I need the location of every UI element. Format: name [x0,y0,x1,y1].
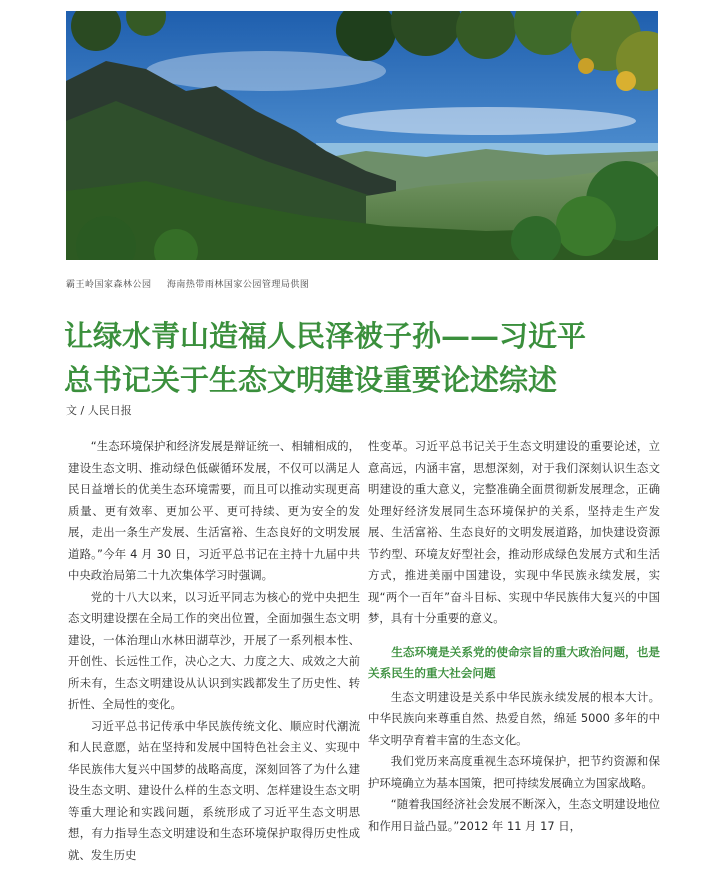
paragraph: 我们党历来高度重视生态环境保护，把节约资源和保护环境确立为基本国策，把可持续发展确立为国家战略。 [368,754,660,790]
title-line-1: 让绿水青山造福人民泽被子孙——习近平 [64,319,587,353]
header-photo [66,11,658,260]
byline: 文 / 人民日报 [66,404,132,417]
article-title [64,314,664,402]
paragraph: “随着我国经济社会发展不断深入，生态文明建设地位和作用日益凸显。”2012 年 11 月 17 日， [368,797,660,833]
title-line-2: 总书记关于生态文明建设重要论述综述 [64,363,558,397]
paragraph-continued: 性变革。习近平总书记关于生态文明建设的重要论述，立意高远，内涵丰富，思想深刻，对于我们深刻认识生态文明建设的重大意义，完整准确全面贯彻新发展理念，正确处理好经济发展同生态环境保护的关系，坚持走生产发展、生活富裕、生态良好的文明发展道路，加快建设资源节约型、环境友好型社会，推动形成绿色发展方式和生活方式，推进美丽中国建设，实现中华民族永续发展，实现“两个一百年”奋斗目标、实现中华民族伟大复兴的中国梦，具有十分重要的意义。 [368,439,660,625]
left-column [68,436,360,866]
paragraph: 党的十八大以来，以习近平同志为核心的党中央把生态文明建设摆在全局工作的突出位置，全面加强生态文明建设，一体治理山水林田湖草沙，开展了一系列根本性、开创性、长远性工作，决心之大、力度之大、成效之大前所未有，生态文明建设从认识到实践都发生了历史性、转折性、全局性的变化。 [68,589,360,711]
mountain-landscape-image [66,11,658,260]
caption-location: 霸王岭国家森林公园 [66,280,152,290]
paragraph: 生态文明建设是关系中华民族永续发展的根本大计。中华民族向来尊重自然、热爱自然，绵延 5000 多年的中华文明孕育着丰富的生态文化。 [368,689,660,747]
caption-credit: 海南热带雨林国家公园管理局供图 [166,280,310,290]
section-heading: 生态环境是关系党的使命宗旨的重大政治问题，也是关系民生的重大社会问题 [368,644,660,680]
photo-caption [66,277,309,290]
paragraph: “生态环境保护和经济发展是辩证统一、相辅相成的，建设生态文明、推动绿色低碳循环发展，不仅可以满足人民日益增长的优美生态环境需要，而且可以推动实现更高质量、更有效率、更加公平、更可持续、更为安全的发展，走出一条生产发展、生活富裕、生态良好的文明发展道路。”今年 4 月 30 日，习近平总书记在主持十九届中共中央政治局第二十九次集体学习时强调。 [68,439,360,582]
paragraph: 习近平总书记传承中华民族传统文化、顺应时代潮流和人民意愿，站在坚持和发展中国特色社会主义、实现中华民族伟大复兴中国梦的战略高度，深刻回答了为什么建设生态文明、建设什么样的生态文明、怎样建设生态文明等重大理论和实践问题，系统形成了习近平生态文明思想，有力指导生态文明建设和生态环境保护取得历史性成就、发生历史 [68,718,360,862]
right-column [368,436,660,837]
